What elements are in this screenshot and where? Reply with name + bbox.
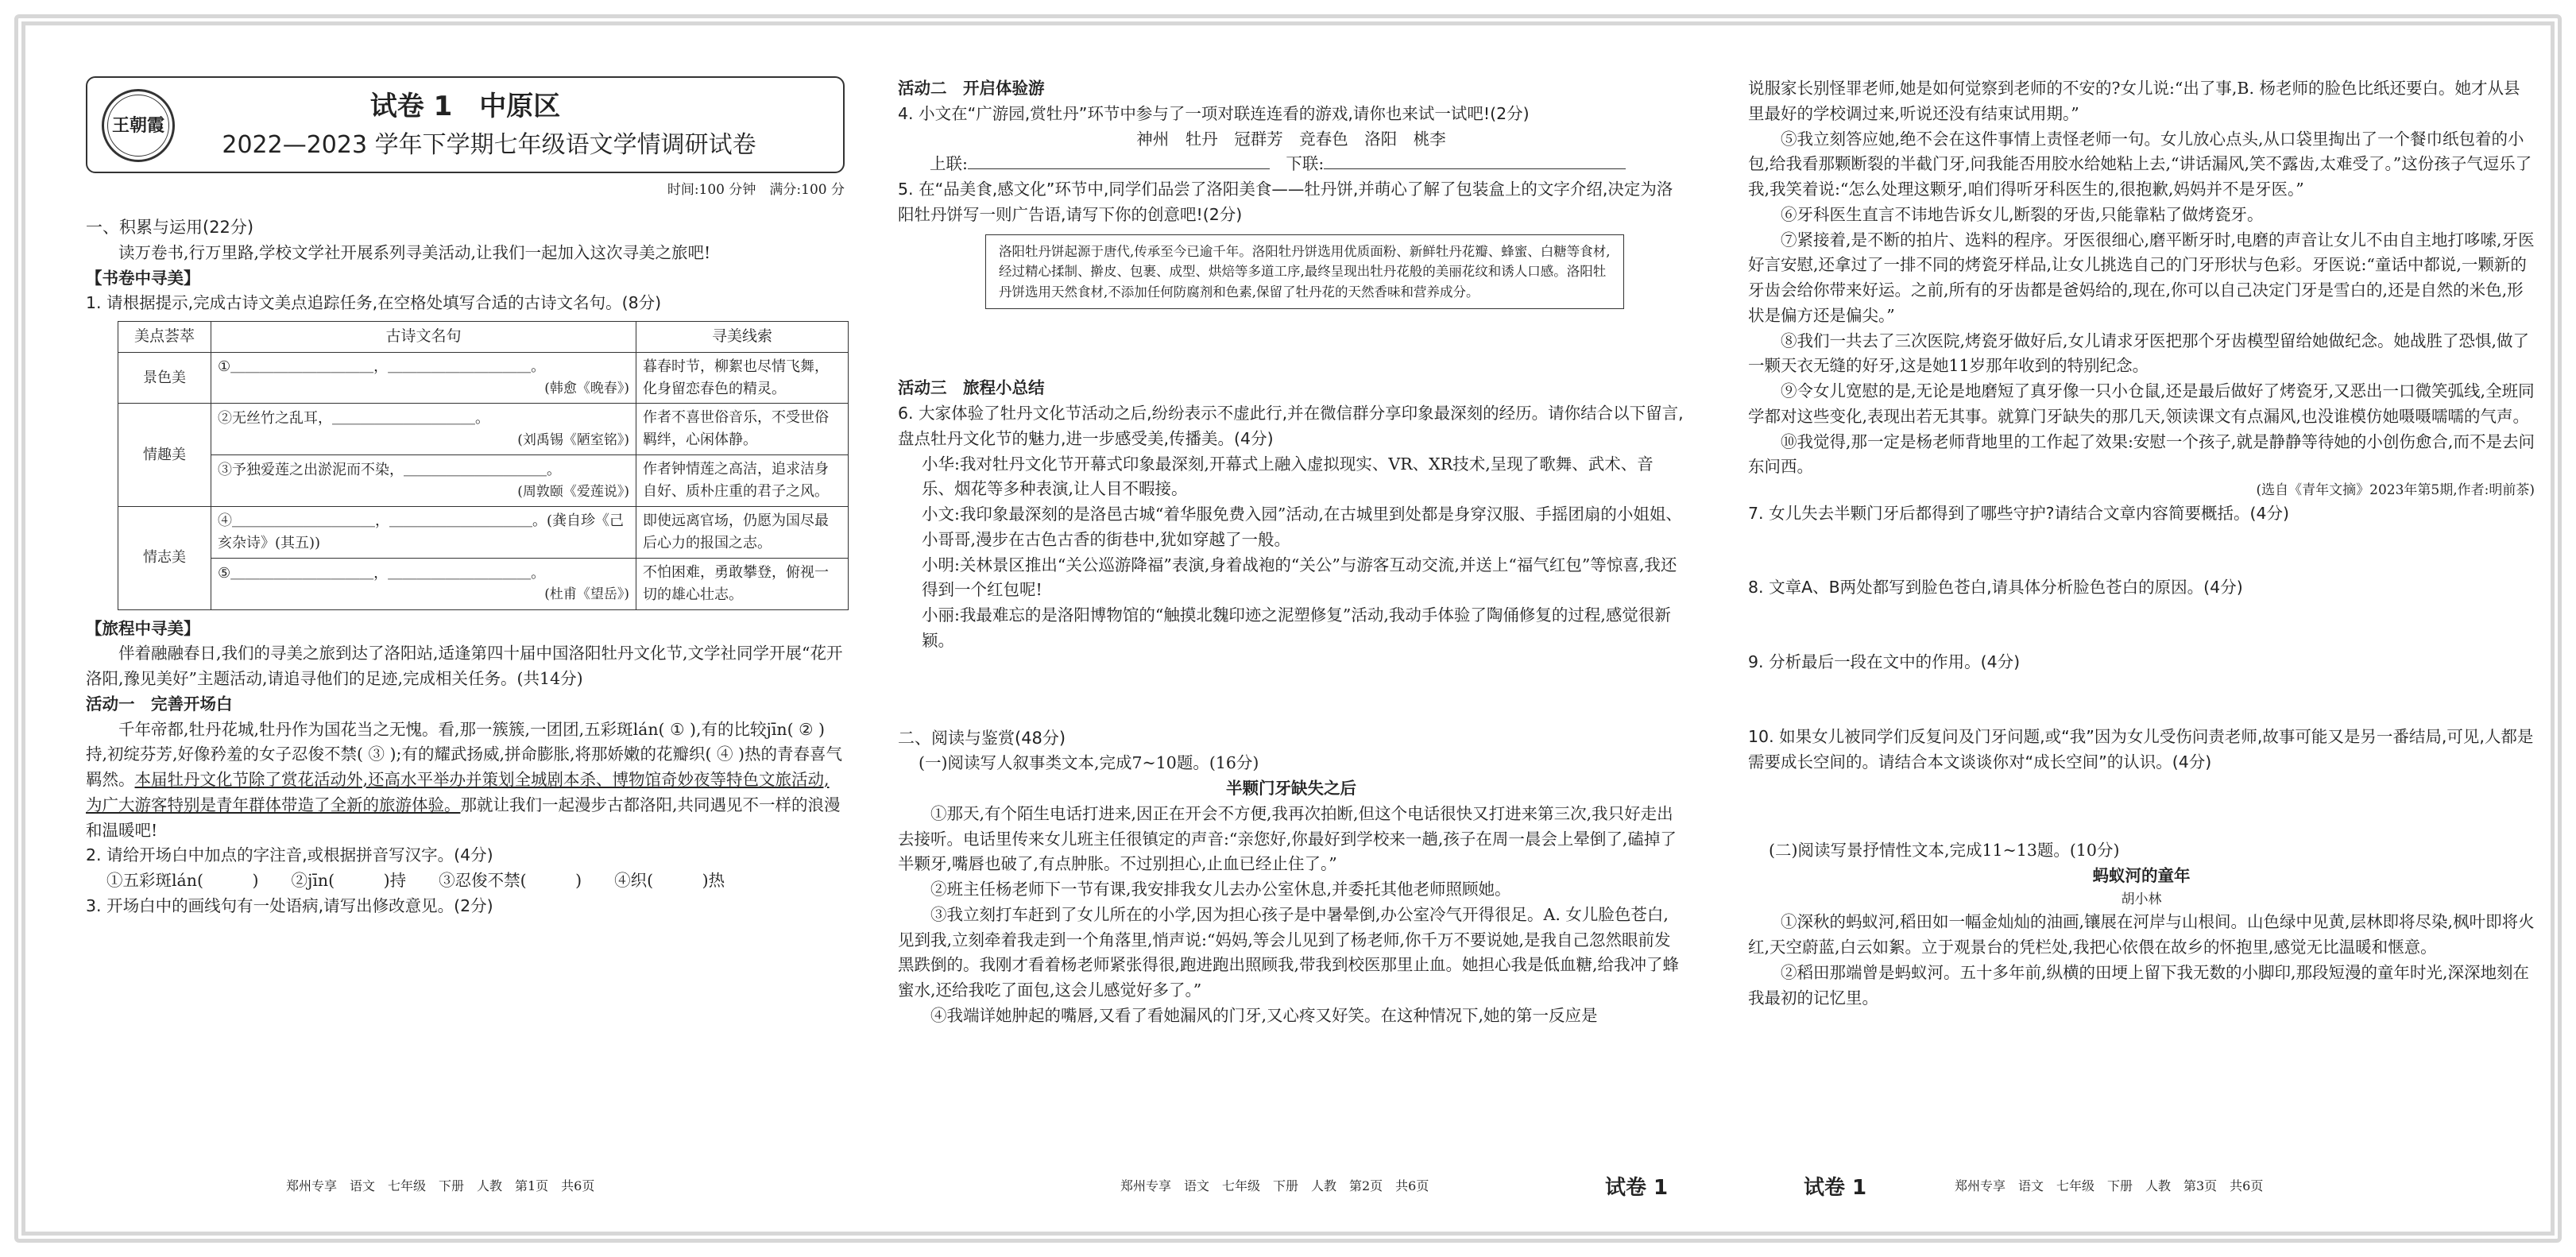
question-7: 7. 女儿失去半颗门牙后都得到了哪些守护?请结合文章内容简要概括。(4分) xyxy=(1748,503,2289,523)
question-10: 10. 如果女儿被同学们反复问及门牙问题,或“我”因为女儿受伤问责老师,故事可能又是另一番结局,可见,人都是需要成长空间的。请结合本文谈谈你对“成长空间”的认识。(4分) xyxy=(1748,726,2534,772)
opening-text: 千年帝都,牡丹花城,牡丹作为国花当之无愧。看,那一簇簇,一团团,五彩斑lán( ① ),有的比较jīn( ② )持,初绽芬芳,好像矜羞的女子忍俊不禁( ③ );有的耀武扬威,拼命膨胀,将那娇嫩的花瓣织( ④ )热的青春喜气羁然。本届牡丹文化节除了赏花活动外,还高水平举办并策划全城剧本杀、博物馆奇妙夜等特色文旅活动,为广大游客特别是青年群体带造了全新的旅游体验。那就让我们一起漫步古都洛阳,共同遇见不一样的浪漫和温暖吧! xyxy=(86,719,843,840)
exam-tag: 试卷 1 xyxy=(1804,1176,1867,1200)
story-paragraph: ⑦紧接着,是不断的拍片、选料的程序。牙医很细心,磨平断牙时,电磨的声音让女儿不由自主地打哆嗦,牙医好言安慰,还拿过了一排不同的烤瓷牙样品,让女儿挑选自己的门牙形状与色彩。牙医说:“童话中都说,一颗新的牙齿会给你带来好运。之前,所有的牙齿都是爸妈给的,现在,你可以自己决定门牙是雪白的,还是自然的米色,形状是偏方还是偏尖。” xyxy=(1748,230,2535,325)
table-row: ③予独爱莲之出淤泥而不染，＿＿＿＿＿＿＿＿＿＿。 (周敦颐《爱莲说》) 作者钟情莲之高洁，追求洁身自好、质朴庄重的君子之风。 xyxy=(118,455,849,507)
poetry-table xyxy=(118,321,849,609)
story-paragraph: ④我端详她肿起的嘴唇,又看了看她漏风的门牙,又心疼又好笑。在这种情况下,她的第一反应是 xyxy=(930,1005,1598,1025)
story-paragraph: ⑧我们一共去了三次医院,烤瓷牙做好后,女儿请求牙医把那个牙齿模型留给她做纪念。她战胜了恐惧,做了一颗天衣无缝的好牙,这是她11岁那年收到的特别纪念。 xyxy=(1748,331,2530,376)
question-2: 2. 请给开场白中加点的字注音,或根据拼音写汉字。(4分) xyxy=(86,845,493,865)
sub-section-label: 【书卷中寻美】 xyxy=(86,268,200,288)
story-paragraph: ⑤我立刻答应她,绝不会在这件事情上责怪老师一句。女儿放心点头,从口袋里掏出了一个餐巾纸包着的小包,给我看那颗断裂的半截门牙,问我能否用胶水给她粘上去,“讲话漏风,笑不露齿,太难受了。”这份孩子气逗乐了我,我笑着说:“怎么处理这颗牙,咱们得听牙科医生的,很抱歉,妈妈并不是牙医。” xyxy=(1748,129,2532,199)
answer-blank[interactable]: ⑤＿＿＿＿＿＿＿＿＿＿，＿＿＿＿＿＿＿＿＿＿。 xyxy=(218,564,546,582)
section-heading: 一、积累与运用(22分) xyxy=(86,218,254,238)
section-heading: 二、阅读与鉴赏(48分) xyxy=(898,728,1066,748)
question-2-blanks[interactable]: ①五彩斑lán( ) ②jīn( )持 ③忍俊不禁( ) ④织( )热 xyxy=(106,871,725,891)
exam-header xyxy=(86,76,845,173)
product-description-box: 洛阳牡丹饼起源于唐代,传承至今已逾千年。洛阳牡丹饼选用优质面粉、新鲜牡丹花瓣、蜂蜜、白糖等食材,经过精心揉制、擀皮、包裹、成型、烘焙等多道工序,最终呈现出牡丹花般的美丽花纹和诱人口感。洛阳牡丹饼选用天然食材,不添加任何防腐剂和色素,保留了牡丹花的天然香味和营养成分。 xyxy=(985,234,1624,310)
question-3: 3. 开场白中的画线句有一处语病,请写出修改意见。(2分) xyxy=(86,895,493,915)
story-paragraph: ⑥牙科医生直言不讳地告诉女儿,断裂的牙齿,只能靠粘了做烤瓷牙。 xyxy=(1781,204,2264,224)
page-footer: 郑州专享 语文 七年级 下册 人教 第2页 共6页 xyxy=(1120,1178,1429,1193)
chat-message: 小丽:我最难忘的是洛阳博物馆的“触摸北魏印迹之泥塑修复”活动,我动手体验了陶俑修复的过程,感觉很新颖。 xyxy=(922,605,1671,650)
chat-message: 小文:我印象最深刻的是洛邑古城“着华服免费入园”活动,在古城里到处都是身穿汉服、手摇团扇的小姐姐、小哥哥,漫步在古色古香的街巷中,犹如穿越了一般。 xyxy=(922,505,1682,549)
reading-instruction: (二)阅读写景抒情性文本,完成11~13题。(10分) xyxy=(1769,841,2120,861)
sub-section-label: 【旅程中寻美】 xyxy=(86,618,200,638)
table-row: 景色美 ①＿＿＿＿＿＿＿＿＿＿，＿＿＿＿＿＿＿＿＿＿。 (韩愈《晚春》) 暮春时节，柳絮也尽情飞舞，化身留恋春色的精灵。 xyxy=(118,352,849,404)
column-2 xyxy=(898,76,1684,1029)
intro-text: 读万卷书,行万里路,学校文学社开展系列寻美活动,让我们一起加入这次寻美之旅吧! xyxy=(118,242,711,262)
answer-blank[interactable]: ①＿＿＿＿＿＿＿＿＿＿，＿＿＿＿＿＿＿＿＿＿。 xyxy=(218,358,546,376)
essay-author: 胡小林 xyxy=(2121,891,2162,907)
exam-subtitle: 2022—2023 学年下学期七年级语文学情调研试卷 xyxy=(222,131,756,159)
chat-message: 小明:关林景区推出“关公巡游降福”表演,身着战袍的“关公”与游客互动交流,并送上“福气红包”等惊喜,我还得到一个红包呢! xyxy=(922,555,1677,600)
chat-message: 小华:我对牡丹文化节开幕式印象最深刻,开幕式上融入虚拟现实、VR、XR技术,呈现了歌舞、武术、音乐、烟花等多种表演,让人目不暇接。 xyxy=(922,454,1654,499)
table-header: 美点荟萃 xyxy=(118,322,211,352)
activity-title: 活动三 旅程小总结 xyxy=(898,378,1045,398)
question-4: 4. 小文在“广游园,赏牡丹”环节中参与了一项对联连连看的游戏,请你也来试一试吧!(2分) xyxy=(898,103,1530,123)
story-paragraph: ⑩我觉得,那一定是杨老师背地里的工作起了效果:安慰一个孩子,就是静静等待她的小创伤愈合,而不是去问东问西。 xyxy=(1748,431,2535,477)
table-row: 情志美 ④＿＿＿＿＿＿＿＿＿＿，＿＿＿＿＿＿＿＿＿＿。(龚自珍《己亥杂诗》(其五)) 即使远离官场，仍愿为国尽最后心力的报国之志。 xyxy=(118,506,849,558)
question-9: 9. 分析最后一段在文中的作用。(4分) xyxy=(1748,652,2021,672)
page-footer: 郑州专享 语文 七年级 下册 人教 第1页 共6页 xyxy=(286,1178,595,1193)
column-1 xyxy=(86,76,845,919)
question-1: 1. 请根据提示,完成古诗文美点追踪任务,在空格处填写合适的古诗文名句。(8分) xyxy=(86,293,662,313)
answer-blank[interactable]: ③予独爱莲之出淤泥而不染，＿＿＿＿＿＿＿＿＿＿。 xyxy=(218,461,561,478)
page-footer: 郑州专享 语文 七年级 下册 人教 第3页 共6页 xyxy=(1955,1178,2264,1193)
story-paragraph: ③我立刻打车赶到了女儿所在的小学,因为担心孩子是中暑晕倒,办公室冷气开得很足。A. 女儿脸色苍白,见到我,立刻牵着我走到一个角落里,悄声说:“妈妈,等会儿见到了杨老师,你千万不要说她,是我自己忽然眼前发黑跌倒的。我刚才看着杨老师紧张得很,跑进跑出照顾我,带我到校医那里止血。她担心我是低血糖,给我冲了蜂蜜水,还给我吃了面包,这会儿感觉好多了。” xyxy=(898,904,1680,1000)
essay-paragraph: ①深秋的蚂蚁河,稻田如一幅金灿灿的油画,镶展在河岸与山根间。山色绿中见黄,层林即将尽染,枫叶即将火红,天空蔚蓝,白云如絮。立于观景台的凭栏处,我把心依偎在故乡的怀抱里,感觉无比温暖和惬意。 xyxy=(1748,912,2535,957)
couplet-answer[interactable]: 上联: 下联: xyxy=(898,152,1684,177)
essay-paragraph: ②稻田那端曾是蚂蚁河。五十多年前,纵横的田埂上留下我无数的小脚印,那段短漫的童年时光,深深地刻在我最初的记忆里。 xyxy=(1748,962,2530,1008)
table-row: ⑤＿＿＿＿＿＿＿＿＿＿，＿＿＿＿＿＿＿＿＿＿。 (杜甫《望岳》) 不怕困难，勇敢攀登，俯视一切的雄心壮志。 xyxy=(118,558,849,609)
answer-blank[interactable]: ④＿＿＿＿＿＿＿＿＿＿，＿＿＿＿＿＿＿＿＿＿。(龚自珍《己亥杂诗》(其五)) xyxy=(218,512,625,551)
essay-title: 蚂蚁河的童年 xyxy=(2092,866,2191,886)
story-source: (选自《青年文摘》2023年第5期,作者:明前茶) xyxy=(2256,482,2535,499)
story-paragraph: 说服家长别怪罪老师,她是如何觉察到老师的不安的?女儿说:“出了事,B. 杨老师的脸色比纸还要白。她才从县里最好的学校调过来,听说还没有结束试用期。” xyxy=(1748,79,2520,123)
table-header: 古诗文名句 xyxy=(211,322,636,352)
exam-tag: 试卷 1 xyxy=(1605,1176,1669,1200)
publisher-logo: 王朝霞 xyxy=(102,89,175,162)
exam-meta: 时间:100 分钟 满分:100 分 xyxy=(667,182,845,198)
story-title: 半颗门牙缺失之后 xyxy=(1226,779,1356,799)
story-paragraph: ⑨令女儿宽慰的是,无论是地磨短了真牙像一只小仓鼠,还是最后做好了烤瓷牙,又恶出一口微笑弧线,全班同学都对这些变化,表现出若无其事。就算门牙缺失的那几天,领读课文有点漏风,也没谁模仿她嗫嗫嚅嚅的气声。 xyxy=(1748,381,2535,426)
question-8: 8. 文章A、B两处都写到脸色苍白,请具体分析脸色苍白的原因。(4分) xyxy=(1748,578,2243,598)
question-6: 6. 大家体验了牡丹文化节活动之后,纷纷表示不虚此行,并在微信群分享印象最深刻的经历。请你结合以下留言,盘点牡丹文化节的魅力,进一步感受美,传播美。(4分) xyxy=(898,404,1684,448)
story-paragraph: ②班主任杨老师下一节有课,我安排我女儿去办公室休息,并委托其他老师照顾她。 xyxy=(930,880,1511,899)
question-5: 5. 在“品美食,感文化”环节中,同学们品尝了洛阳美食——牡丹饼,并萌心了解了包装盒上的文字介绍,决定为洛阳牡丹饼写一则广告语,请写下你的创意吧!(2分) xyxy=(898,180,1673,224)
activity-title: 活动二 开启体验游 xyxy=(898,79,1045,98)
couplet-words: 神州 牡丹 冠群芳 竞春色 洛阳 桃李 xyxy=(1136,129,1446,149)
exam-title: 试卷 1 中原区 xyxy=(369,91,561,122)
table-row: 情趣美 ②无丝竹之乱耳，＿＿＿＿＿＿＿＿＿＿。 (刘禹锡《陋室铭》) 作者不喜世俗音乐，不受世俗羁绊，心闲体静。 xyxy=(118,404,849,455)
activity-title: 活动一 完善开场白 xyxy=(86,694,233,714)
column-3 xyxy=(1748,76,2535,1011)
table-header: 寻美线索 xyxy=(636,322,849,352)
story-paragraph: ①那天,有个陌生电话打进来,因正在开会不方便,我再次拍断,但这个电话很快又打进来第三次,我只好走出去接听。电话里传来女儿班主任很镇定的声音:“亲您好,你最好到学校来一趟,孩子在周一晨会上晕倒了,磕掉了半颗牙,嘴唇也破了,有点肿胀。不过别担心,止血已经止住了。” xyxy=(898,803,1677,874)
travel-intro: 伴着融融春日,我们的寻美之旅到达了洛阳站,适逢第四十届中国洛阳牡丹文化节,文学社同学开展“花开洛阳,豫见美好”主题活动,请追寻他们的足迹,完成相关任务。(共14分) xyxy=(86,644,843,689)
reading-instruction: (一)阅读写人叙事类文本,完成7~10题。(16分) xyxy=(919,753,1259,773)
answer-blank[interactable]: ②无丝竹之乱耳，＿＿＿＿＿＿＿＿＿＿。 xyxy=(218,410,489,427)
